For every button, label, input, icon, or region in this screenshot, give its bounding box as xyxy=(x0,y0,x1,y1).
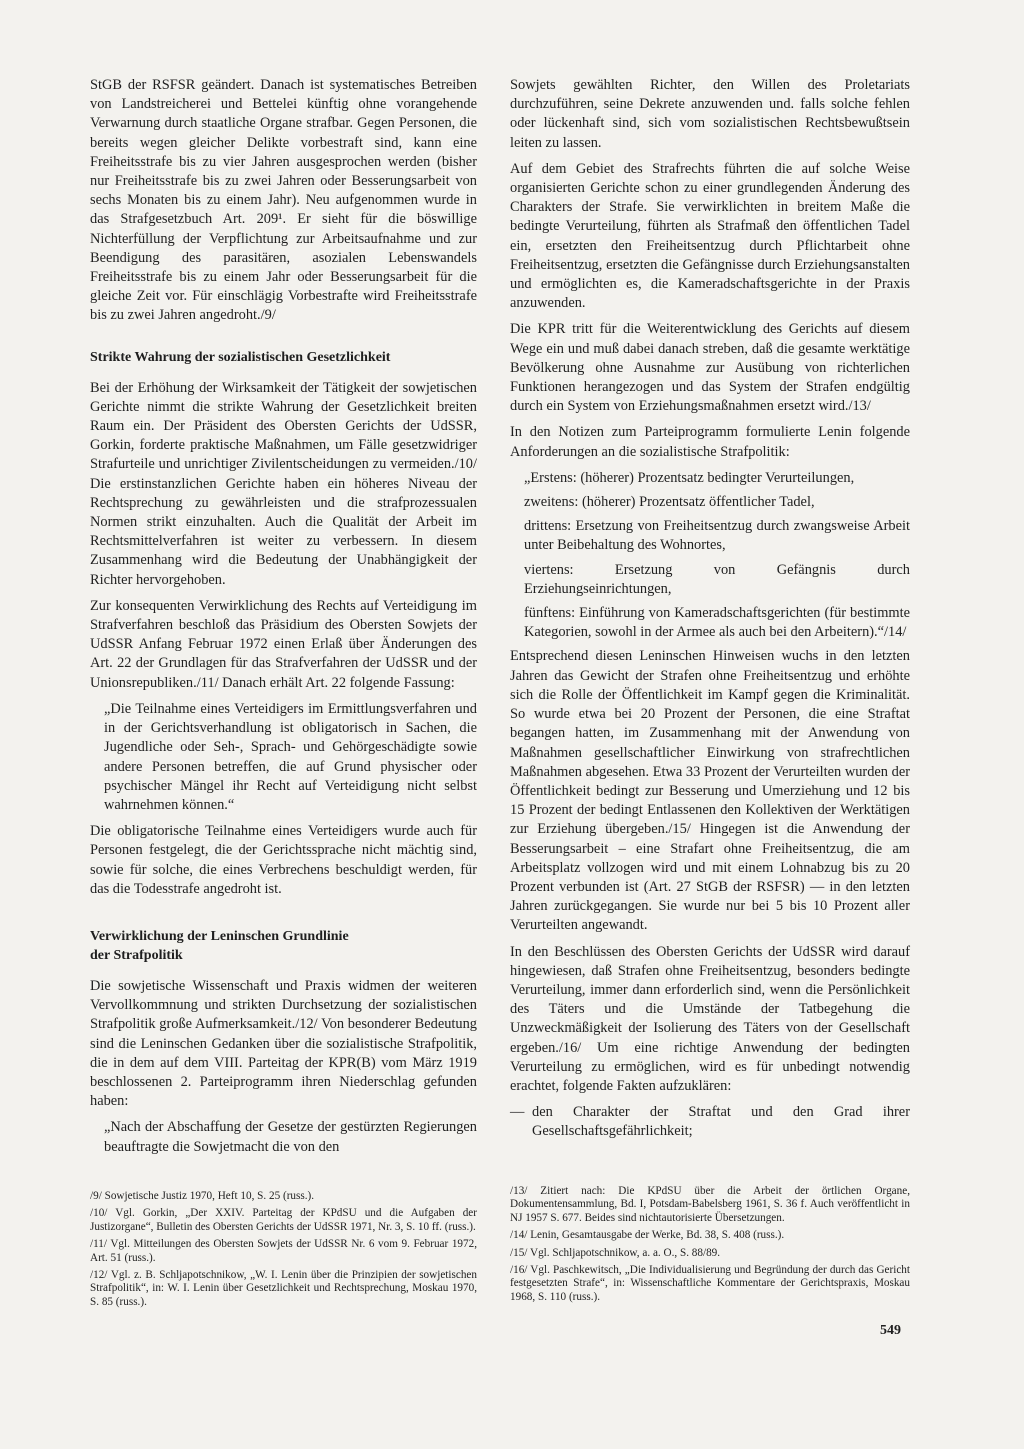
paragraph: In den Beschlüssen des Obersten Gerichts der UdSSR wird darauf hingewiesen, daß Strafen ohne Freiheitsentzug, besonders bedingte Verurteilung, immer dann erforderlich sind, wenn die Persönlichkeit des Täters und die Umstände der Tatbegehung die Unzweckmäßigkeit der Isolierung des Täters von der Gesellschaft ergeben./16/ Um eine richtige Anwendung der bedingten Verurteilung zu ermöglichen, wird es für unbedingt notwendig erachtet, folgende Fakten aufzuklären: xyxy=(510,943,910,1094)
paragraph: In den Notizen zum Parteiprogramm formulierte Lenin folgende Anforderungen an die sozialistische Strafpolitik: xyxy=(510,424,910,460)
section-heading xyxy=(90,927,477,965)
paragraph: StGB der RSFSR geändert. Danach ist systematisches Betreiben von Landstreicherei und Bettelei künftig ohne vorangehende Verwarnung durch staatliche Organe strafbar. Gegen Personen, die bereits wegen gleicher Delikte vorbestraft sind, kann eine Freiheitsstrafe bis zu vier Jahren ausgesprochen werden (bisher nur Freiheitsstrafe bis zu zwei Jahren oder Besserungsarbeit von sechs Monaten bis zu einem Jahr). Neu aufgenommen wurde in das Strafgesetzbuch Art. 209¹. Er sieht für die böswillige Nichterfüllung der Verpflichtung zur Arbeitsaufnahme und zur Beendigung des parasitären, asozialen Lebenswandels Freiheitsstrafe bis zu einem Jahr oder Besserungsarbeit für die gleiche Zeit vor. Für einschlägig Vorbestrafte wird Freiheitsstrafe bis zu zwei Jahren angedroht./9/ xyxy=(90,77,477,324)
footnotes-left xyxy=(90,1190,477,1313)
section-heading-line: der Strafpolitik xyxy=(90,947,183,963)
paragraph: Auf dem Gebiet des Strafrechts führten die auf solche Weise organisierten Gerichte schon zu einer grundlegenden Änderung des Charakters der Strafe. Sie verwirklichten in breitem Maße die bedingte Verurteilung, führten als Strafmaß den öffentlichen Tadel ein, ersetzten den Freiheitsentzug durch Pflichtarbeit ohne Freiheitsentzug, ersetzten die Gefängnisse durch Erziehungsanstalten und ermöglichten es, die Kameradschaftsgerichte in der Praxis anzuwenden. xyxy=(510,160,910,312)
footnote: /9/ Sowjetische Justiz 1970, Heft 10, S. 25 (russ.). xyxy=(90,1190,315,1202)
quote-list-item: viertens: Ersetzung von Gefängnis durch Erziehungseinrichtungen, xyxy=(524,561,910,597)
quote-list-item: „Erstens: (höherer) Prozentsatz bedingter Verurteilungen, xyxy=(524,469,855,486)
dash-list-item xyxy=(510,1103,910,1141)
block-quote: „Die Teilnahme eines Verteidigers im Ermittlungsverfahren und in der Gerichtsverhandlung ist obligatorisch in Sachen, die Jugendliche oder Seh-, Sprach- und Gehörgeschädigte sowie andere Personen betreffen, die auf Grund physischer oder psychischer Mängel ihr Recht auf Verteidigung nicht selbst wahrnehmen können.“ xyxy=(104,700,477,813)
paragraph: Die obligatorische Teilnahme eines Verteidigers wurde auch für Personen festgelegt, die der Gerichtssprache nicht mächtig sind, sowie für solche, die eines Verbrechens beschuldigt werden, für das die Todesstrafe angedroht ist. xyxy=(90,823,477,897)
quote-list-item: drittens: Ersetzung von Freiheitsentzug durch zwangsweise Arbeit unter Beibehaltung des Wohnortes, xyxy=(524,518,910,554)
footnote: /14/ Lenin, Gesamtausgabe der Werke, Bd. 38, S. 408 (russ.). xyxy=(510,1229,785,1242)
footnote: /16/ Vgl. Paschkewitsch, „Die Individualisierung und Begründung der durch das Gericht festgesetzten Strafe“, in: Wissenschaftliche Kommentare der Gerichtspraxis, Moskau 1968, S. 110 (russ.). xyxy=(510,1264,910,1303)
quote-list-item: fünftens: Einführung von Kameradschaftsgerichten (für bestimmte Kategorien, sowohl in der Armee als auch bei den Arbeitern).“/14/ xyxy=(524,605,910,641)
paragraph: Entsprechend diesen Leninschen Hinweisen wuchs in den letzten Jahren das Gewicht der Strafen ohne Freiheitsentzug und erhöhte sich die Rolle der Öffentlichkeit im Kampf gegen die Kriminalität. So wurde etwa bei 20 Prozent der Personen, die eine Straftat begangen hatten, im Zusammenhang mit der Anwendung von Maßnahmen gesellschaftlicher Einwirkung von strafrechtlichen Maßnahmen abgesehen. Etwa 33 Prozent der Verurteilten wurden der Öffentlichkeit bedingt zur Besserung und Umerziehung und 12 bis 15 Prozent der bedingt Entlassenen den Kollektiven der Werktätigen zur Erziehung übergeben./15/ Hingegen ist die Anwendung der Besserungsarbeit – eine Strafart ohne Freiheitsentzug, die am Arbeitsplatz vollzogen wird und mit einem Lohnabzug bis zu 20 Prozent verbunden ist (Art. 27 StGB der RSFSR) — in den letzten Jahren zurückgegangen. Sie wurde nur bei 5 bis 10 Prozent aller Verurteilten angewandt. xyxy=(510,648,910,934)
paragraph: Zur konsequenten Verwirklichung des Rechts auf Verteidigung im Strafverfahren beschloß das Präsidium des Obersten Sowjets der UdSSR Anfang Februar 1972 einen Erlaß über Änderungen des Art. 22 der Grundlagen für das Strafverfahren der UdSSR und der Unionsrepubliken./11/ Danach erhält Art. 22 folgende Fassung: xyxy=(90,597,477,691)
footnotes-right xyxy=(510,1185,910,1308)
quote-list-item: zweitens: (höherer) Prozentsatz öffentlicher Tadel, xyxy=(524,494,815,511)
left-column xyxy=(90,76,477,1164)
dash-list-text: den Charakter der Straftat und den Grad ihrer Gesellschaftsgefährlichkeit; xyxy=(532,1104,910,1140)
paragraph: Bei der Erhöhung der Wirksamkeit der Tätigkeit der sowjetischen Gerichte nimmt die strikte Wahrung der Gesetzlichkeit breiten Raum ein. Der Präsident des Obersten Gerichts der UdSSR, Gorkin, forderte praktische Maßnahmen, um Fälle gesetzwidriger Strafurteile und unrichtiger Zivilentscheidungen zu vermeiden./10/ Die erstinstanzlichen Gerichte haben ein höheres Niveau der Rechtsprechung zu gewährleisten und die strafprozessualen Normen strikt einzuhalten. Auch die Qualität der Arbeit im Rechtsmittelverfahren ist weiter zu verbessern. In diesem Zusammenhang wird die Bedeutung der Unabhängigkeit der Richter hervorgehoben. xyxy=(90,379,477,588)
paragraph: Sowjets gewählten Richter, den Willen des Proletariats durchzuführen, seine Dekrete anzuwenden und. falls solche fehlen oder lückenhaft sind, sich vom sozialistischen Rechtsbewußtsein leiten zu lassen. xyxy=(510,77,910,151)
footnote: /12/ Vgl. z. B. Schljapotschnikow, „W. I. Lenin über die Prinzipien der sowjetischen Strafpolitik“, in: W. I. Lenin über Gesetzlichkeit und Rechtsprechung, Moskau 1970, S. 85 (russ.). xyxy=(90,1269,477,1308)
paragraph: Die KPR tritt für die Weiterentwicklung des Gerichts auf diesem Wege ein und muß dabei danach streben, daß die gesamte werktätige Bevölkerung ohne Ausnahme zur Ausübung von richterlichen Funktionen herangezogen und das System der Strafen endgültig durch ein System von Erziehungsmaßnahmen ersetzt wird./13/ xyxy=(510,321,910,415)
page-number: 549 xyxy=(880,1323,901,1338)
dash-marker: — xyxy=(510,1104,525,1121)
right-column xyxy=(510,76,910,1142)
footnote: /10/ Vgl. Gorkin, „Der XXIV. Parteitag der KPdSU und die Aufgaben der Justizorgane“, Bulletin des Obersten Gerichts der UdSSR 1971, Nr. 3, S. 10 ff. (russ.). xyxy=(90,1207,477,1233)
lenin-quote-list xyxy=(524,469,910,643)
paragraph: Die sowjetische Wissenschaft und Praxis widmen der weiteren Vervollkommnung und strikten Durchsetzung der sozialistischen Strafpolitik große Aufmerksamkeit./12/ Von besonderer Bedeutung sind die Leninschen Gedanken über die sozialistische Strafpolitik, die in dem auf dem VIII. Parteitag der KPR(B) vom März 1919 beschlossenen 2. Parteiprogramm ihren Niederschlag gefunden haben: xyxy=(90,977,477,1110)
section-heading: Strikte Wahrung der sozialistischen Gesetzlichkeit xyxy=(90,349,391,365)
block-quote: „Nach der Abschaffung der Gesetze der gestürzten Regierungen beauftragte die Sowjetmacht die von den xyxy=(104,1119,477,1155)
section-heading-line: Verwirklichung der Leninschen Grundlinie xyxy=(90,928,349,944)
footnote: /11/ Vgl. Mitteilungen des Obersten Sowjets der UdSSR Nr. 6 vom 9. Februar 1972, Art. 51 (russ.). xyxy=(90,1238,477,1264)
footnote: /15/ Vgl. Schljapotschnikow, a. a. O., S. 88/89. xyxy=(510,1246,721,1259)
footnote: /13/ Zitiert nach: Die KPdSU über die Arbeit der örtlichen Organe, Dokumentensammlung, Bd. I, Potsdam-Babelsberg 1961, S. 36 f. Auch veröffentlicht in NJ 1957 S. 677. Beides sind nichtautorisierte Übersetzungen. xyxy=(510,1185,910,1224)
